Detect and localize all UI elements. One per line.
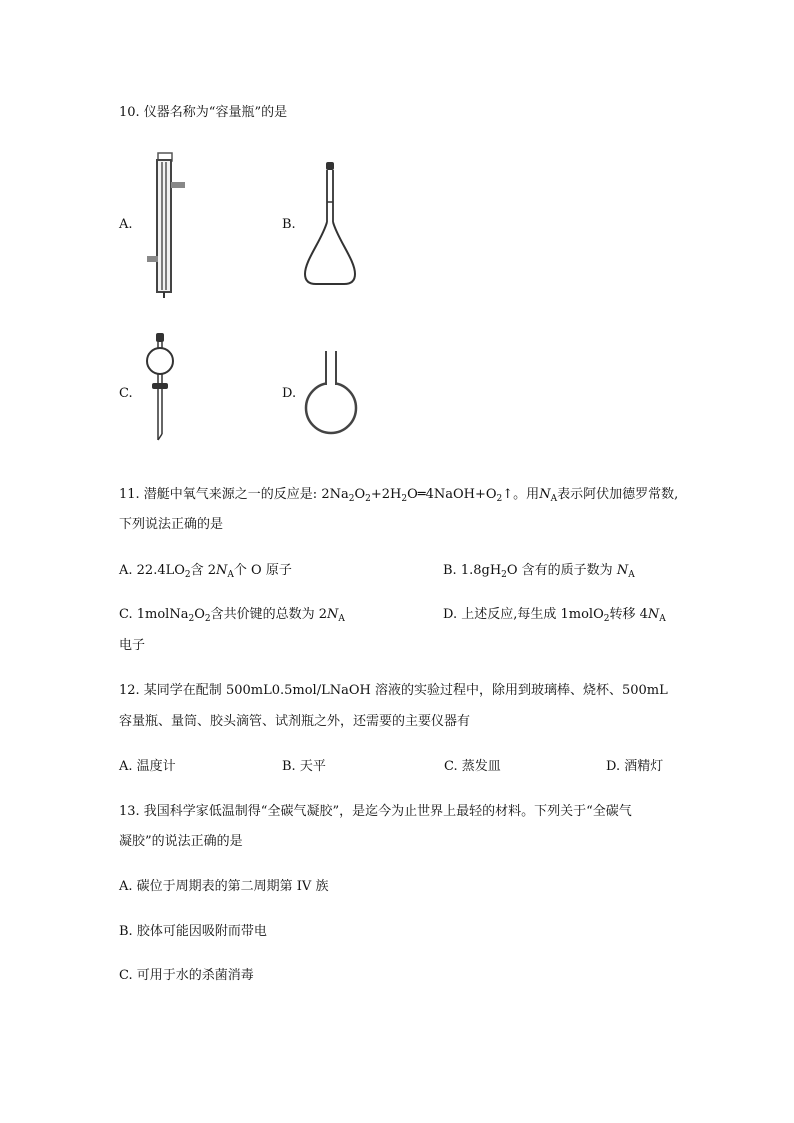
q11-stem-line2: 下列说法正确的是 xyxy=(119,517,224,532)
q11-stem: 11. 潜艇中氧气来源之一的反应是: $2Na_2O_2+2H_2O═4NaOH+O_2↑$。用$N_A$表示阿伏加德罗常数, xyxy=(119,487,679,504)
q13-option-c: C. 可用于水的杀菌消毒 xyxy=(119,968,254,983)
q13-option-b: B. 胶体可能因吸附而带电 xyxy=(119,924,267,939)
round-bottom-flask-icon xyxy=(302,348,362,438)
q13-stem-line1: 13. 我国科学家低温制得“全碳气凝胶”，是迄今为止世界上最轻的材料。下列关于“全碳气 xyxy=(119,804,632,819)
q11-option-d: D. 上述反应,每生成 1molO$_2$转移 $4N_A$ xyxy=(443,607,666,624)
q10-option-b-label: B. xyxy=(282,217,296,232)
q13-option-a: A. 碳位于周期表的第二周期第 IV 族 xyxy=(119,879,329,894)
q11-option-a: A. $22.4LO_2$含 $2N_A$个 O 原子 xyxy=(119,563,292,580)
q10-stem: 10. 仪器名称为“容量瓶”的是 xyxy=(119,105,288,120)
q12-option-a: A. 温度计 xyxy=(119,759,176,774)
q11-option-b: B. $1.8gH_2O$ 含有的质子数为 $N_A$ xyxy=(443,563,635,580)
q12-option-c: C. 蒸发皿 xyxy=(444,759,501,774)
q11-option-c: C. $1molNa_2O_2$含共价键的总数为 $2N_A$ xyxy=(119,607,345,624)
condenser-icon xyxy=(143,150,193,300)
q10-option-c-label: C. xyxy=(119,386,133,401)
q10-option-d-label: D. xyxy=(282,386,297,401)
q12-option-d: D. 酒精灯 xyxy=(606,759,664,774)
separatory-funnel-icon xyxy=(140,330,180,455)
volumetric-flask-icon xyxy=(302,160,362,290)
q11-option-d-line2: 电子 xyxy=(119,638,146,653)
q12-stem-line1: 12. 某同学在配制 500mL0.5mol/LNaOH 溶液的实验过程中，除用到玻璃棒、烧杯、500mL xyxy=(119,683,668,698)
q10-option-a-label: A. xyxy=(119,217,133,232)
q12-stem-line2: 容量瓶、量筒、胶头滴管、试剂瓶之外，还需要的主要仪器有 xyxy=(119,714,471,729)
q13-stem-line2: 凝胶”的说法正确的是 xyxy=(119,834,243,849)
q12-option-b: B. 天平 xyxy=(282,759,326,774)
